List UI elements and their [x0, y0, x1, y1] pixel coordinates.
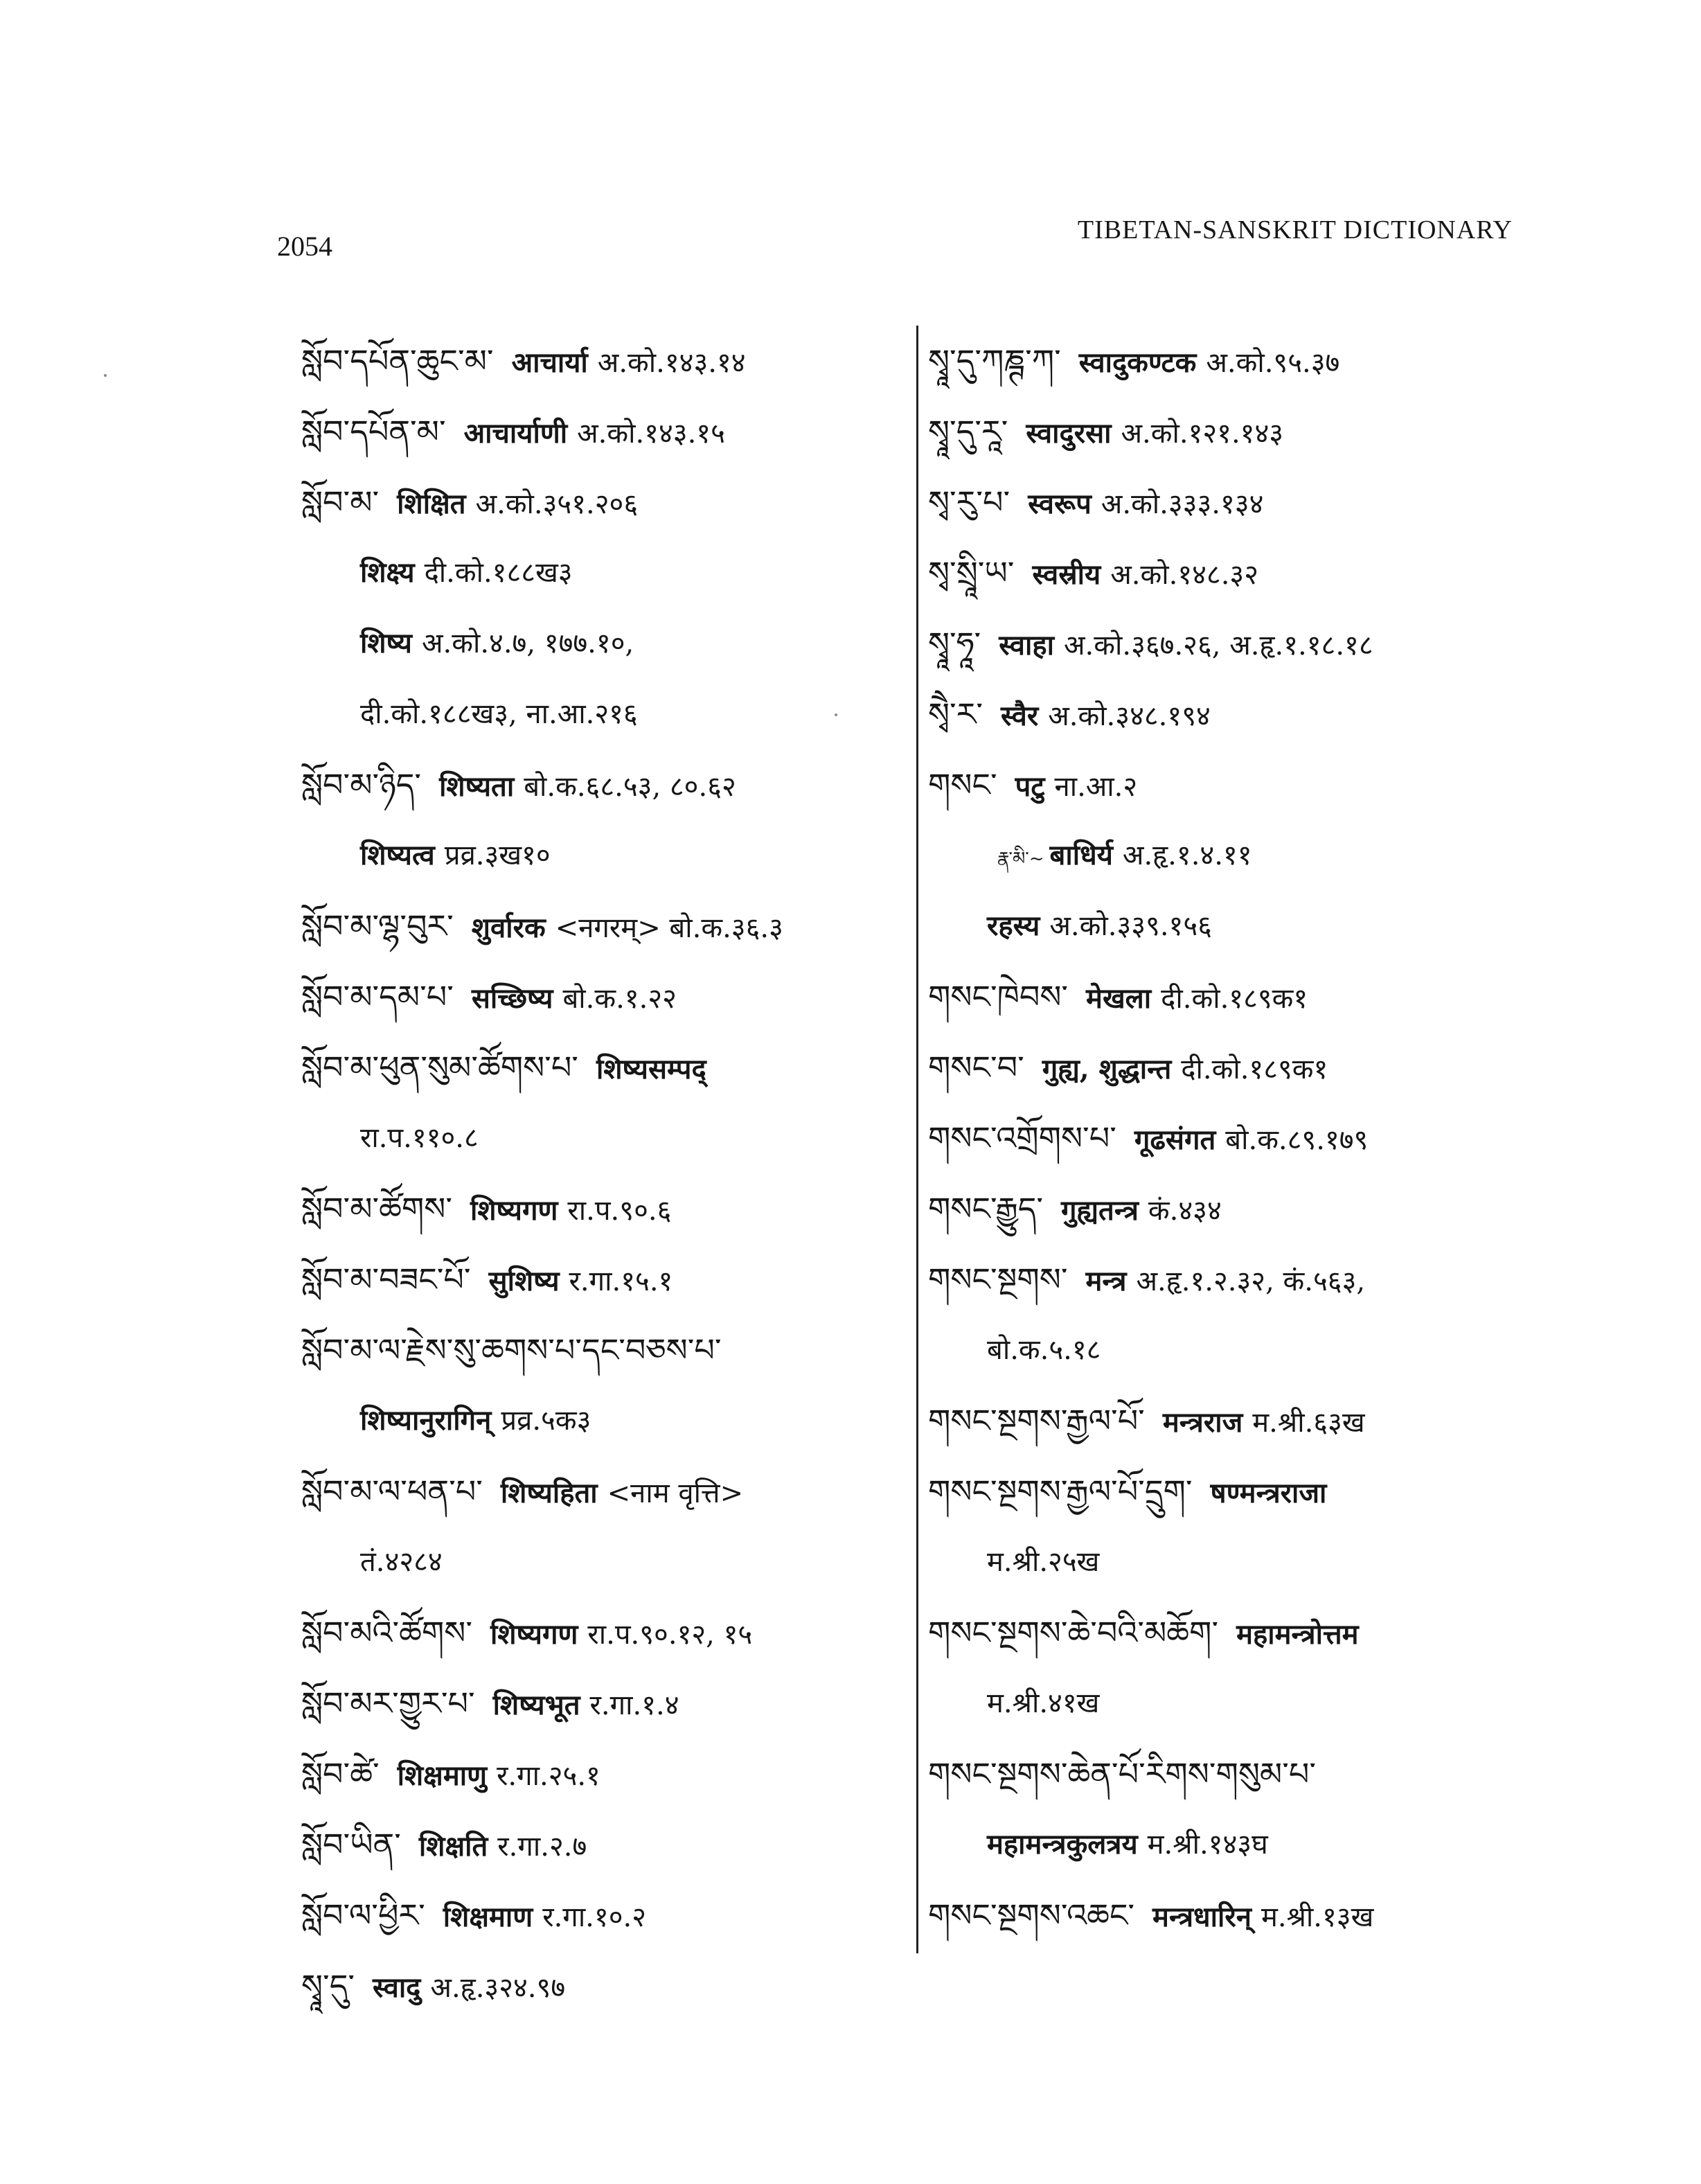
sanskrit-equivalent: पटु — [1015, 770, 1045, 803]
entry-line — [301, 1244, 897, 1315]
entry-line — [928, 1456, 1538, 1527]
sanskrit-equivalent: शिक्ष्य — [360, 556, 415, 589]
entry-line — [928, 326, 1538, 396]
tibetan-headword: སློབ་དཔོན་ཆུང་མ་ — [301, 342, 494, 380]
tibetan-headword: སྭཱ་དུ་ཀཎྚ་ཀ་ — [928, 342, 1061, 380]
sanskrit-equivalent: शिष्यगण — [470, 1194, 558, 1227]
source-reference: अ.को.३४८.१९४ — [1048, 700, 1211, 732]
sanskrit-equivalent: सुशिष्य — [488, 1265, 560, 1297]
tibetan-headword: སློབ་དཔོན་མ་ — [301, 413, 446, 450]
sanskrit-equivalent: गुह्यतन्त्र — [1061, 1194, 1139, 1227]
source-reference: <नाम वृत्ति> — [607, 1477, 744, 1509]
source-reference: र.गा.१०.२ — [542, 1901, 647, 1933]
sanskrit-equivalent: शिष्यानुरागिन् — [360, 1404, 492, 1437]
sanskrit-equivalent: महामन्त्रोत्तम — [1236, 1618, 1359, 1651]
tibetan-headword: སློབ་མ་ཚོགས་ — [301, 1190, 452, 1227]
entry-line — [928, 820, 1538, 891]
source-reference: र.गा.२५.१ — [497, 1760, 600, 1792]
entry-line — [928, 1739, 1538, 1809]
source-reference: प्रव्र.५क३ — [501, 1405, 591, 1437]
entry-line — [301, 1951, 897, 2021]
source-reference: म.श्री.१३ख — [1261, 1901, 1374, 1933]
entry-line — [301, 1103, 897, 1173]
sanskrit-equivalent: गुह्य, शुद्धान्त — [1042, 1053, 1172, 1085]
source-reference: अ.को.१४३.१५ — [577, 418, 725, 450]
tibetan-headword: གསང་འགྲོགས་པ་ — [928, 1119, 1116, 1157]
sanskrit-equivalent: रहस्य — [987, 909, 1040, 942]
sanskrit-equivalent: शुर्वारक — [471, 912, 546, 944]
entry-line — [301, 1809, 897, 1880]
sanskrit-equivalent: शिष्यत्व — [360, 839, 435, 871]
sanskrit-equivalent: मन्त्रधारिन् — [1152, 1901, 1252, 1933]
entry-line — [301, 961, 897, 1032]
sanskrit-equivalent: स्वस्रीय — [1032, 558, 1101, 591]
sanskrit-equivalent: स्वरूप — [1028, 488, 1092, 520]
running-head: TIBETAN-SANSKRIT DICTIONARY — [1077, 215, 1513, 245]
source-reference: म.श्री.१४३घ — [1147, 1829, 1268, 1861]
entry-line — [928, 1103, 1538, 1173]
source-reference: दी.को.१८९क१ — [1181, 1054, 1328, 1085]
entry-line — [928, 538, 1538, 608]
entry-line — [928, 891, 1538, 961]
source-reference: रा.प.९०.१२, १५ — [587, 1619, 753, 1651]
source-reference: अ.हृ.१.४.११ — [1122, 840, 1252, 871]
sanskrit-equivalent: स्वैर — [1001, 700, 1039, 732]
tibetan-headword: གསང་བ་ — [928, 1049, 1024, 1086]
tibetan-headword: སྭ་རུ་པ་ — [928, 483, 1010, 521]
sanskrit-equivalent: शिष्य — [360, 627, 412, 659]
sanskrit-equivalent: स्वाहा — [999, 629, 1054, 662]
source-reference: अ.को.४.७, १७७.१०, — [421, 628, 634, 659]
sanskrit-equivalent: गूढसंगत — [1134, 1124, 1216, 1156]
sanskrit-equivalent: बाधिर्य — [1049, 839, 1113, 871]
source-reference: दी.को.१८९क१ — [1161, 983, 1308, 1015]
tibetan-headword: སློབ་མ་ — [301, 483, 380, 521]
entry-line — [301, 679, 897, 749]
entry-line — [928, 1315, 1538, 1385]
source-reference: म.श्री.२५ख — [987, 1546, 1100, 1578]
source-reference: अ.हृ.१.२.३२, कं.५६३, — [1136, 1266, 1366, 1297]
sanskrit-equivalent: मन्त्रराज — [1162, 1406, 1243, 1439]
tibetan-headword: སྭཻ་ར་ — [928, 695, 983, 733]
sanskrit-equivalent: शिष्यहिता — [500, 1477, 598, 1509]
entry-line — [928, 1385, 1538, 1456]
entry-line — [301, 1880, 897, 1951]
tibetan-headword: གསང་སྔགས་ཆེ་བའི་མཆོག་ — [928, 1614, 1219, 1651]
entry-line — [301, 467, 897, 538]
entry-line — [928, 1032, 1538, 1103]
tibetan-headword: གསང་སྔགས་རྒྱལ་པོ་ — [928, 1402, 1145, 1439]
entry-line — [301, 1032, 897, 1103]
entry-line — [301, 1597, 897, 1668]
tibetan-headword: སྭཱ་ཧཱ་ — [928, 625, 981, 662]
right-column — [928, 326, 1538, 1951]
source-reference: अ.को.३५१.२०६ — [475, 488, 639, 520]
source-reference: अ.को.३६७.२६, अ.हृ.१.१८.१८ — [1064, 630, 1373, 662]
source-reference: अ.को.३३९.१५६ — [1049, 910, 1212, 942]
entry-line — [301, 1739, 897, 1809]
entry-line — [301, 1527, 897, 1597]
source-reference: र.गा.२.७ — [497, 1831, 587, 1863]
source-reference: बो.क.१.२२ — [562, 983, 677, 1015]
source-reference: ना.आ.२ — [1054, 771, 1138, 803]
entry-line — [928, 608, 1538, 679]
source-reference: रा.प.९०.६ — [567, 1195, 672, 1227]
entry-line — [301, 608, 897, 679]
sanskrit-equivalent: स्वादुकण्टक — [1078, 346, 1197, 379]
entry-line — [928, 396, 1538, 467]
tibetan-headword: གསང་སྔགས་འཆང་ — [928, 1897, 1135, 1934]
tibetan-headword: གསང་སྔགས་ཆེན་པོ་རིགས་གསུམ་པ་ — [928, 1755, 1317, 1793]
entry-line — [928, 961, 1538, 1032]
source-reference: म.श्री.४१ख — [987, 1687, 1100, 1719]
entry-line — [928, 1597, 1538, 1668]
source-reference: बो.क.५.१८ — [987, 1334, 1101, 1366]
tibetan-headword: སློབ་མ་བཟང་པོ་ — [301, 1261, 471, 1298]
tibetan-headword: གསང་ — [928, 766, 997, 804]
tibetan-headword: སྭ་སྲཱི་ཡ་ — [928, 554, 1015, 592]
sense-prefix: རྣ་མི་~ — [997, 849, 1044, 869]
tibetan-headword: གསང་སྔགས་རྒྱལ་པོ་དྲུག་ — [928, 1473, 1193, 1510]
page-number: 2054 — [277, 231, 332, 262]
entry-line — [928, 1173, 1538, 1244]
tibetan-headword: སློབ་མའི་ཚོགས་ — [301, 1614, 472, 1651]
entry-line — [928, 749, 1538, 820]
source-reference: र.गा.१५.१ — [569, 1266, 673, 1297]
tibetan-headword: སློབ་མ་དམ་པ་ — [301, 978, 454, 1015]
source-reference: अ.को.१४८.३२ — [1110, 559, 1259, 591]
source-reference: अ.को.३३३.१३४ — [1101, 488, 1264, 520]
sanskrit-equivalent: आचार्याणी — [463, 417, 568, 450]
source-reference: र.गा.१.४ — [589, 1689, 679, 1721]
source-reference: अ.को.१२१.१४३ — [1121, 418, 1284, 450]
sanskrit-equivalent: शिक्षति — [418, 1830, 488, 1863]
source-reference: प्रव्र.३ख१० — [444, 840, 551, 871]
sanskrit-equivalent: शिष्यभूत — [492, 1689, 580, 1721]
tibetan-headword: སློབ་མ་ལ་རྗེས་སུ་ཆགས་པ་དང་བཅས་པ་ — [301, 1331, 722, 1369]
entry-line — [928, 1244, 1538, 1315]
tibetan-headword: སློབ་ཚེ་ — [301, 1755, 380, 1793]
tibetan-headword: སྭཱ་དུ་རཱ་ — [928, 413, 1008, 450]
entry-line — [301, 1385, 897, 1456]
sanskrit-equivalent: सच्छिष्य — [471, 982, 553, 1015]
sanskrit-equivalent: शिक्षमाणु — [397, 1759, 488, 1792]
tibetan-headword: སློབ་ཡིན་ — [301, 1826, 401, 1863]
sanskrit-equivalent: शिक्षित — [397, 488, 466, 520]
source-reference: कं.४३४ — [1148, 1195, 1222, 1227]
scan-speck — [104, 374, 107, 377]
source-reference: अ.हृ.३२४.९७ — [430, 1972, 566, 2004]
entry-line — [301, 1456, 897, 1527]
source-reference: तं.४२८४ — [360, 1546, 443, 1578]
tibetan-headword: སློབ་ལ་ཕྱིར་ — [301, 1897, 425, 1934]
entry-line — [301, 396, 897, 467]
entry-line — [301, 820, 897, 891]
source-reference: बो.क.६८.५३, ८०.६२ — [524, 771, 736, 803]
entry-line — [928, 1527, 1538, 1597]
sanskrit-equivalent: शिष्यता — [439, 770, 515, 803]
tibetan-headword: གསང་སྔགས་ — [928, 1261, 1068, 1298]
tibetan-headword: སློབ་མར་གྱུར་པ་ — [301, 1685, 475, 1722]
tibetan-headword: སྭཱ་དུ་ — [301, 1967, 355, 2005]
page-header — [0, 215, 1701, 262]
entry-line — [301, 1173, 897, 1244]
entry-line — [301, 538, 897, 608]
sanskrit-equivalent: मेखला — [1086, 982, 1152, 1015]
entry-line — [928, 1809, 1538, 1880]
tibetan-headword: གསང་རྒྱུད་ — [928, 1190, 1044, 1227]
entry-line — [928, 1880, 1538, 1951]
sanskrit-equivalent: षण्मन्त्रराजा — [1210, 1477, 1327, 1509]
source-reference: <नगरम्> बो.क.३६.३ — [555, 912, 783, 944]
sanskrit-equivalent: शिक्षमाण — [443, 1901, 533, 1933]
sanskrit-equivalent: महामन्त्रकुलत्रय — [987, 1828, 1138, 1861]
sanskrit-equivalent: शिष्यसम्पद् — [596, 1053, 706, 1085]
entry-line — [928, 467, 1538, 538]
source-reference: म.श्री.६३ख — [1252, 1407, 1365, 1439]
source-reference: दी.को.१८८ख३ — [424, 557, 573, 589]
tibetan-headword: སློབ་མ་ཉིད་ — [301, 766, 422, 804]
sanskrit-equivalent: आचार्या — [511, 346, 588, 379]
source-reference: अ.को.१४३.१४ — [597, 347, 746, 379]
entry-line — [301, 326, 897, 396]
left-column — [301, 326, 897, 2021]
sanskrit-equivalent: शिष्यगण — [490, 1618, 578, 1651]
sanskrit-equivalent: स्वादुरसा — [1026, 417, 1112, 450]
source-reference: रा.प.११०.८ — [360, 1122, 479, 1154]
column-divider — [916, 326, 918, 1953]
source-reference: बो.क.८९.१७९ — [1225, 1124, 1369, 1156]
tibetan-headword: གསང་ཁེབས་ — [928, 978, 1069, 1015]
entry-line — [928, 1668, 1538, 1739]
entry-line — [301, 1315, 897, 1385]
tibetan-headword: སློབ་མ་ཕུན་སུམ་ཚོགས་པ་ — [301, 1049, 578, 1086]
sanskrit-equivalent: स्वादु — [373, 1971, 421, 2004]
entry-line — [301, 749, 897, 820]
entry-line — [301, 891, 897, 961]
source-reference: दी.को.१८८ख३, ना.आ.२१६ — [360, 698, 638, 730]
tibetan-headword: སློབ་མ་ལ་ཕན་པ་ — [301, 1473, 483, 1510]
entry-line — [301, 1668, 897, 1739]
entry-line — [928, 679, 1538, 749]
sanskrit-equivalent: मन्त्र — [1085, 1265, 1127, 1297]
source-reference: अ.को.९५.३७ — [1206, 347, 1340, 379]
tibetan-headword: སློབ་མ་ལྷ་བུར་ — [301, 907, 454, 945]
